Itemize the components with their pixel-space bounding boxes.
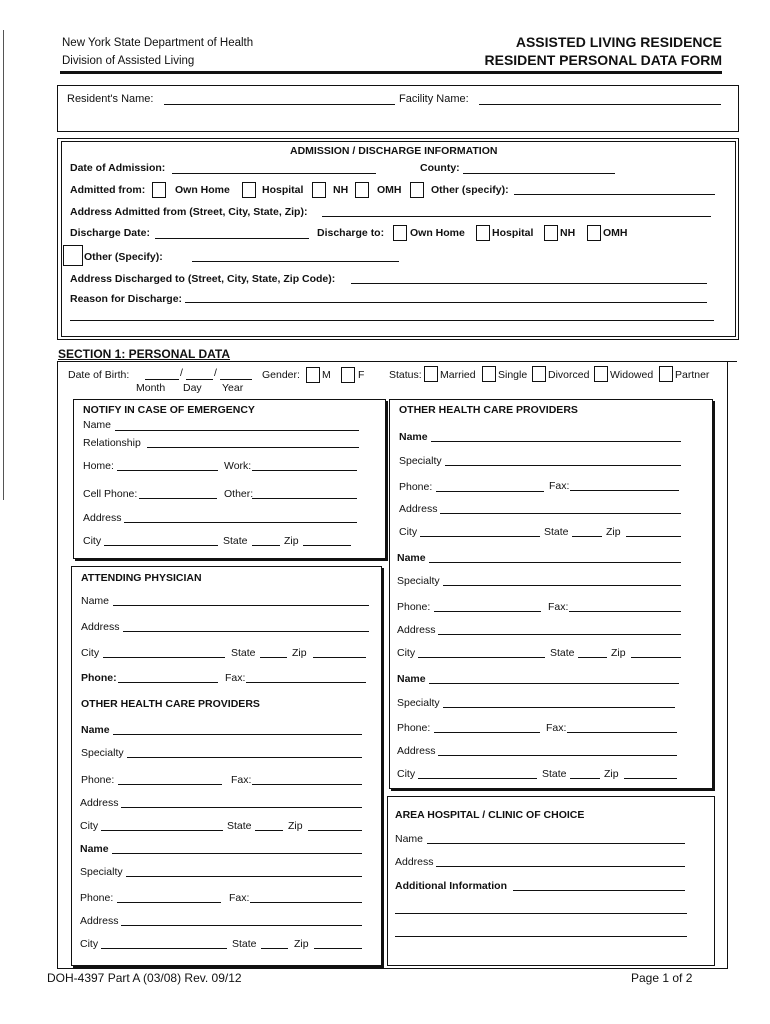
em-cell-label: Cell Phone: bbox=[83, 488, 138, 500]
reason-discharge-field[interactable] bbox=[185, 302, 707, 303]
status-single-label: Single bbox=[498, 369, 528, 381]
pr3-phone-field[interactable] bbox=[434, 732, 540, 733]
ph-address-label: Address bbox=[81, 621, 120, 633]
pr3-fax-label: Fax: bbox=[546, 722, 567, 734]
pr3-state-label: State bbox=[542, 768, 567, 780]
discharge-own-home-label: Own Home bbox=[410, 227, 465, 239]
pr3-city-field[interactable] bbox=[418, 778, 537, 779]
pr3-name-label: Name bbox=[397, 673, 426, 685]
pr3-zip-label: Zip bbox=[604, 768, 619, 780]
providers-left-title: OTHER HEALTH CARE PROVIDERS bbox=[81, 698, 260, 710]
section1-frame-bottom bbox=[57, 968, 727, 969]
pl2-name-field[interactable] bbox=[112, 853, 362, 854]
hospital-additional-field-3[interactable] bbox=[395, 936, 687, 937]
gender-m-checkbox[interactable] bbox=[306, 367, 320, 383]
footer-form-id: DOH-4397 Part A (03/08) Rev. 09/12 bbox=[47, 971, 242, 985]
dob-year-caption: Year bbox=[222, 382, 244, 394]
pr3-phone-label: Phone: bbox=[397, 722, 431, 734]
status-divorced-label: Divorced bbox=[548, 369, 590, 381]
pr2-city-field[interactable] bbox=[418, 657, 545, 658]
reason-discharge-field-2[interactable] bbox=[70, 320, 714, 321]
status-widowed-checkbox[interactable] bbox=[594, 366, 608, 382]
discharge-hospital-checkbox[interactable] bbox=[476, 225, 490, 241]
pr2-address-field[interactable] bbox=[438, 634, 681, 635]
em-other-field[interactable] bbox=[252, 498, 357, 499]
header-division: Division of Assisted Living bbox=[62, 55, 195, 67]
pl1-zip-field[interactable] bbox=[308, 830, 362, 831]
pr1-address-label: Address bbox=[399, 503, 438, 515]
form-title-2: RESIDENT PERSONAL DATA FORM bbox=[484, 52, 722, 68]
pr2-specialty-field[interactable] bbox=[443, 585, 681, 586]
ph-name-label: Name bbox=[81, 595, 110, 607]
gender-f-checkbox[interactable] bbox=[341, 367, 355, 383]
dob-month-caption: Month bbox=[136, 382, 166, 394]
pl2-zip-field[interactable] bbox=[314, 948, 362, 949]
pr2-address-label: Address bbox=[397, 624, 436, 636]
hospital-address-label: Address bbox=[395, 856, 434, 868]
pr1-city-field[interactable] bbox=[420, 536, 540, 537]
pl1-fax-label: Fax: bbox=[231, 774, 252, 786]
pr1-phone-label: Phone: bbox=[399, 481, 433, 493]
footer-page: Page 1 of 2 bbox=[631, 971, 693, 985]
pl1-city-label: City bbox=[80, 820, 99, 832]
admitted-hospital-checkbox[interactable] bbox=[242, 182, 256, 198]
pr2-city-label: City bbox=[397, 647, 416, 659]
pr3-city-label: City bbox=[397, 768, 416, 780]
pl2-state-field[interactable] bbox=[261, 948, 288, 949]
date-admission-label: Date of Admission: bbox=[70, 162, 166, 174]
pr3-name-field[interactable] bbox=[429, 683, 679, 684]
pr1-fax-field[interactable] bbox=[570, 490, 679, 491]
pl2-zip-label: Zip bbox=[294, 938, 309, 950]
dob-day-caption: Day bbox=[183, 382, 202, 394]
status-partner-label: Partner bbox=[675, 369, 710, 381]
pr3-zip-field[interactable] bbox=[624, 778, 677, 779]
admitted-own-home-label: Own Home bbox=[175, 184, 230, 196]
em-home-label: Home: bbox=[83, 460, 114, 472]
dob-slash-1: / bbox=[180, 367, 183, 379]
facility-name-label: Facility Name: bbox=[399, 93, 469, 105]
form-title-1: ASSISTED LIVING RESIDENCE bbox=[515, 34, 722, 50]
address-discharged-field[interactable] bbox=[351, 283, 707, 284]
discharge-date-field[interactable] bbox=[155, 238, 309, 239]
pr1-phone-field[interactable] bbox=[436, 491, 544, 492]
admitted-hospital-label: Hospital bbox=[262, 184, 304, 196]
em-relationship-field[interactable] bbox=[147, 447, 359, 448]
section1-title: SECTION 1: PERSONAL DATA bbox=[58, 347, 231, 361]
dob-day-field[interactable] bbox=[186, 379, 213, 380]
pr2-phone-label: Phone: bbox=[397, 601, 431, 613]
discharge-omh-checkbox[interactable] bbox=[587, 225, 601, 241]
pr2-specialty-label: Specialty bbox=[397, 575, 440, 587]
pl1-name-field[interactable] bbox=[113, 734, 362, 735]
pl1-phone-field[interactable] bbox=[118, 784, 222, 785]
address-discharged-label: Address Discharged to (Street, City, State, Zip Code): bbox=[70, 273, 336, 285]
dob-month-field[interactable] bbox=[145, 379, 179, 380]
status-widowed-label: Widowed bbox=[610, 369, 654, 381]
pr1-state-field[interactable] bbox=[572, 536, 602, 537]
pr1-zip-label: Zip bbox=[606, 526, 621, 538]
reason-discharge-label: Reason for Discharge: bbox=[70, 293, 183, 305]
dob-slash-2: / bbox=[214, 367, 217, 379]
pl2-specialty-field[interactable] bbox=[126, 876, 362, 877]
pl2-city-label: City bbox=[80, 938, 99, 950]
pr2-state-field[interactable] bbox=[578, 657, 607, 658]
pr3-specialty-label: Specialty bbox=[397, 697, 440, 709]
admitted-from-label: Admitted from: bbox=[70, 184, 146, 196]
hospital-name-field[interactable] bbox=[427, 843, 685, 844]
em-zip-label: Zip bbox=[284, 535, 299, 547]
pr2-fax-field[interactable] bbox=[569, 611, 681, 612]
em-name-label: Name bbox=[83, 419, 112, 431]
pl2-name-label: Name bbox=[80, 843, 109, 855]
status-married-checkbox[interactable] bbox=[424, 366, 438, 382]
pl1-state-label: State bbox=[227, 820, 252, 832]
resident-name-label: Resident's Name: bbox=[67, 93, 154, 105]
pr1-name-label: Name bbox=[399, 431, 428, 443]
admitted-other-field[interactable] bbox=[514, 194, 715, 195]
pr2-name-label: Name bbox=[397, 552, 426, 564]
em-name-field[interactable] bbox=[115, 430, 359, 431]
pl2-phone-label: Phone: bbox=[80, 892, 114, 904]
pr1-zip-field[interactable] bbox=[626, 536, 681, 537]
pl1-city-field[interactable] bbox=[101, 830, 223, 831]
pl2-phone-field[interactable] bbox=[117, 902, 221, 903]
em-city-label: City bbox=[83, 535, 102, 547]
county-field[interactable] bbox=[463, 173, 615, 174]
pl2-address-label: Address bbox=[80, 915, 119, 927]
pr1-fax-label: Fax: bbox=[549, 480, 570, 492]
discharge-other-checkbox[interactable] bbox=[63, 245, 83, 266]
pr3-specialty-field[interactable] bbox=[443, 707, 675, 708]
hospital-additional-label: Additional Information bbox=[395, 880, 507, 892]
ph-phone-label: Phone: bbox=[81, 672, 117, 684]
ph-phone-field[interactable] bbox=[118, 682, 218, 683]
pr2-zip-label: Zip bbox=[611, 647, 626, 659]
admitted-nh-checkbox[interactable] bbox=[312, 182, 326, 198]
pl2-fax-field[interactable] bbox=[250, 902, 362, 903]
ph-address-field[interactable] bbox=[123, 631, 369, 632]
gender-label: Gender: bbox=[262, 369, 300, 381]
status-divorced-checkbox[interactable] bbox=[532, 366, 546, 382]
pl2-specialty-label: Specialty bbox=[80, 866, 123, 878]
emergency-title: NOTIFY IN CASE OF EMERGENCY bbox=[83, 404, 255, 416]
dob-label: Date of Birth: bbox=[68, 369, 130, 381]
hospital-address-field[interactable] bbox=[436, 866, 685, 867]
pr3-state-field[interactable] bbox=[570, 778, 600, 779]
ph-zip-field[interactable] bbox=[313, 657, 366, 658]
admitted-nh-label: NH bbox=[333, 184, 349, 196]
pr3-address-field[interactable] bbox=[438, 755, 677, 756]
pl1-name-label: Name bbox=[81, 724, 110, 736]
providers-right-title: OTHER HEALTH CARE PROVIDERS bbox=[399, 404, 578, 416]
em-city-field[interactable] bbox=[104, 545, 218, 546]
pr3-fax-field[interactable] bbox=[567, 732, 677, 733]
header-dept: New York State Department of Health bbox=[62, 37, 254, 49]
pl1-fax-field[interactable] bbox=[252, 784, 362, 785]
address-admitted-label: Address Admitted from (Street, City, State, Zip): bbox=[70, 206, 308, 218]
pl1-address-label: Address bbox=[80, 797, 119, 809]
pr1-name-field[interactable] bbox=[431, 441, 681, 442]
ph-zip-label: Zip bbox=[292, 647, 307, 659]
pl1-phone-label: Phone: bbox=[81, 774, 115, 786]
pr2-name-field[interactable] bbox=[429, 562, 681, 563]
facility-name-field[interactable] bbox=[479, 104, 721, 105]
ph-fax-label: Fax: bbox=[225, 672, 246, 684]
pr1-specialty-label: Specialty bbox=[399, 455, 442, 467]
status-label: Status: bbox=[389, 369, 422, 381]
hospital-name-label: Name bbox=[395, 833, 424, 845]
section1-rule bbox=[57, 361, 737, 362]
discharge-to-label: Discharge to: bbox=[317, 227, 385, 239]
admitted-omh-label: OMH bbox=[377, 184, 402, 196]
pl1-address-field[interactable] bbox=[121, 807, 362, 808]
em-other-label: Other: bbox=[224, 488, 254, 500]
admitted-other-label: Other (specify): bbox=[431, 184, 509, 196]
pr2-phone-field[interactable] bbox=[434, 611, 541, 612]
binding-line bbox=[3, 30, 4, 500]
dob-year-field[interactable] bbox=[220, 379, 252, 380]
hospital-additional-field-2[interactable] bbox=[395, 913, 687, 914]
pr2-zip-field[interactable] bbox=[631, 657, 681, 658]
pr2-fax-label: Fax: bbox=[548, 601, 569, 613]
admitted-own-home-checkbox[interactable] bbox=[152, 182, 166, 198]
section1-frame-right bbox=[727, 361, 728, 969]
em-zip-field[interactable] bbox=[303, 545, 351, 546]
pl1-specialty-label: Specialty bbox=[81, 747, 124, 759]
gender-m-label: M bbox=[322, 369, 331, 381]
discharge-nh-label: NH bbox=[560, 227, 576, 239]
em-state-field[interactable] bbox=[252, 545, 280, 546]
pl2-city-field[interactable] bbox=[101, 948, 227, 949]
ph-name-field[interactable] bbox=[113, 605, 369, 606]
em-home-field[interactable] bbox=[117, 470, 218, 471]
pl1-zip-label: Zip bbox=[288, 820, 303, 832]
hospital-additional-field[interactable] bbox=[513, 890, 685, 891]
discharge-own-home-checkbox[interactable] bbox=[393, 225, 407, 241]
ph-city-label: City bbox=[81, 647, 100, 659]
pr1-state-label: State bbox=[544, 526, 569, 538]
em-work-label: Work: bbox=[224, 460, 252, 472]
pr2-state-label: State bbox=[550, 647, 575, 659]
resident-name-field[interactable] bbox=[164, 104, 395, 105]
status-single-checkbox[interactable] bbox=[482, 366, 496, 382]
status-partner-checkbox[interactable] bbox=[659, 366, 673, 382]
em-cell-field[interactable] bbox=[139, 498, 217, 499]
county-label: County: bbox=[420, 162, 460, 174]
pl1-state-field[interactable] bbox=[255, 830, 283, 831]
address-admitted-field[interactable] bbox=[322, 216, 711, 217]
admitted-omh-checkbox[interactable] bbox=[355, 182, 369, 198]
discharge-date-label: Discharge Date: bbox=[70, 227, 150, 239]
admission-heading: ADMISSION / DISCHARGE INFORMATION bbox=[290, 145, 498, 157]
discharge-nh-checkbox[interactable] bbox=[544, 225, 558, 241]
physician-title: ATTENDING PHYSICIAN bbox=[81, 572, 202, 584]
em-address-label: Address bbox=[83, 512, 122, 524]
discharge-other-field[interactable] bbox=[192, 261, 399, 262]
discharge-other-label: Other (Specify): bbox=[84, 251, 163, 263]
ph-state-label: State bbox=[231, 647, 256, 659]
pr1-specialty-field[interactable] bbox=[445, 465, 681, 466]
em-work-field[interactable] bbox=[252, 470, 357, 471]
date-admission-field[interactable] bbox=[172, 173, 376, 174]
pr3-address-label: Address bbox=[397, 745, 436, 757]
pl1-specialty-field[interactable] bbox=[127, 757, 362, 758]
admitted-other-checkbox[interactable] bbox=[410, 182, 424, 198]
gender-f-label: F bbox=[358, 369, 365, 381]
pl2-address-field[interactable] bbox=[121, 925, 362, 926]
ph-state-field[interactable] bbox=[260, 657, 287, 658]
ph-fax-field[interactable] bbox=[246, 682, 366, 683]
pr1-city-label: City bbox=[399, 526, 418, 538]
discharge-hospital-label: Hospital bbox=[492, 227, 534, 239]
hospital-title: AREA HOSPITAL / CLINIC OF CHOICE bbox=[395, 809, 585, 821]
discharge-omh-label: OMH bbox=[603, 227, 628, 239]
header-rule bbox=[60, 71, 722, 74]
pl2-fax-label: Fax: bbox=[229, 892, 250, 904]
section1-frame-left bbox=[57, 361, 58, 969]
em-state-label: State bbox=[223, 535, 248, 547]
status-married-label: Married bbox=[440, 369, 476, 381]
ph-city-field[interactable] bbox=[103, 657, 225, 658]
em-address-field[interactable] bbox=[124, 522, 357, 523]
resident-box bbox=[57, 85, 739, 132]
pr1-address-field[interactable] bbox=[440, 513, 681, 514]
pl2-state-label: State bbox=[232, 938, 257, 950]
em-relationship-label: Relationship bbox=[83, 437, 141, 449]
